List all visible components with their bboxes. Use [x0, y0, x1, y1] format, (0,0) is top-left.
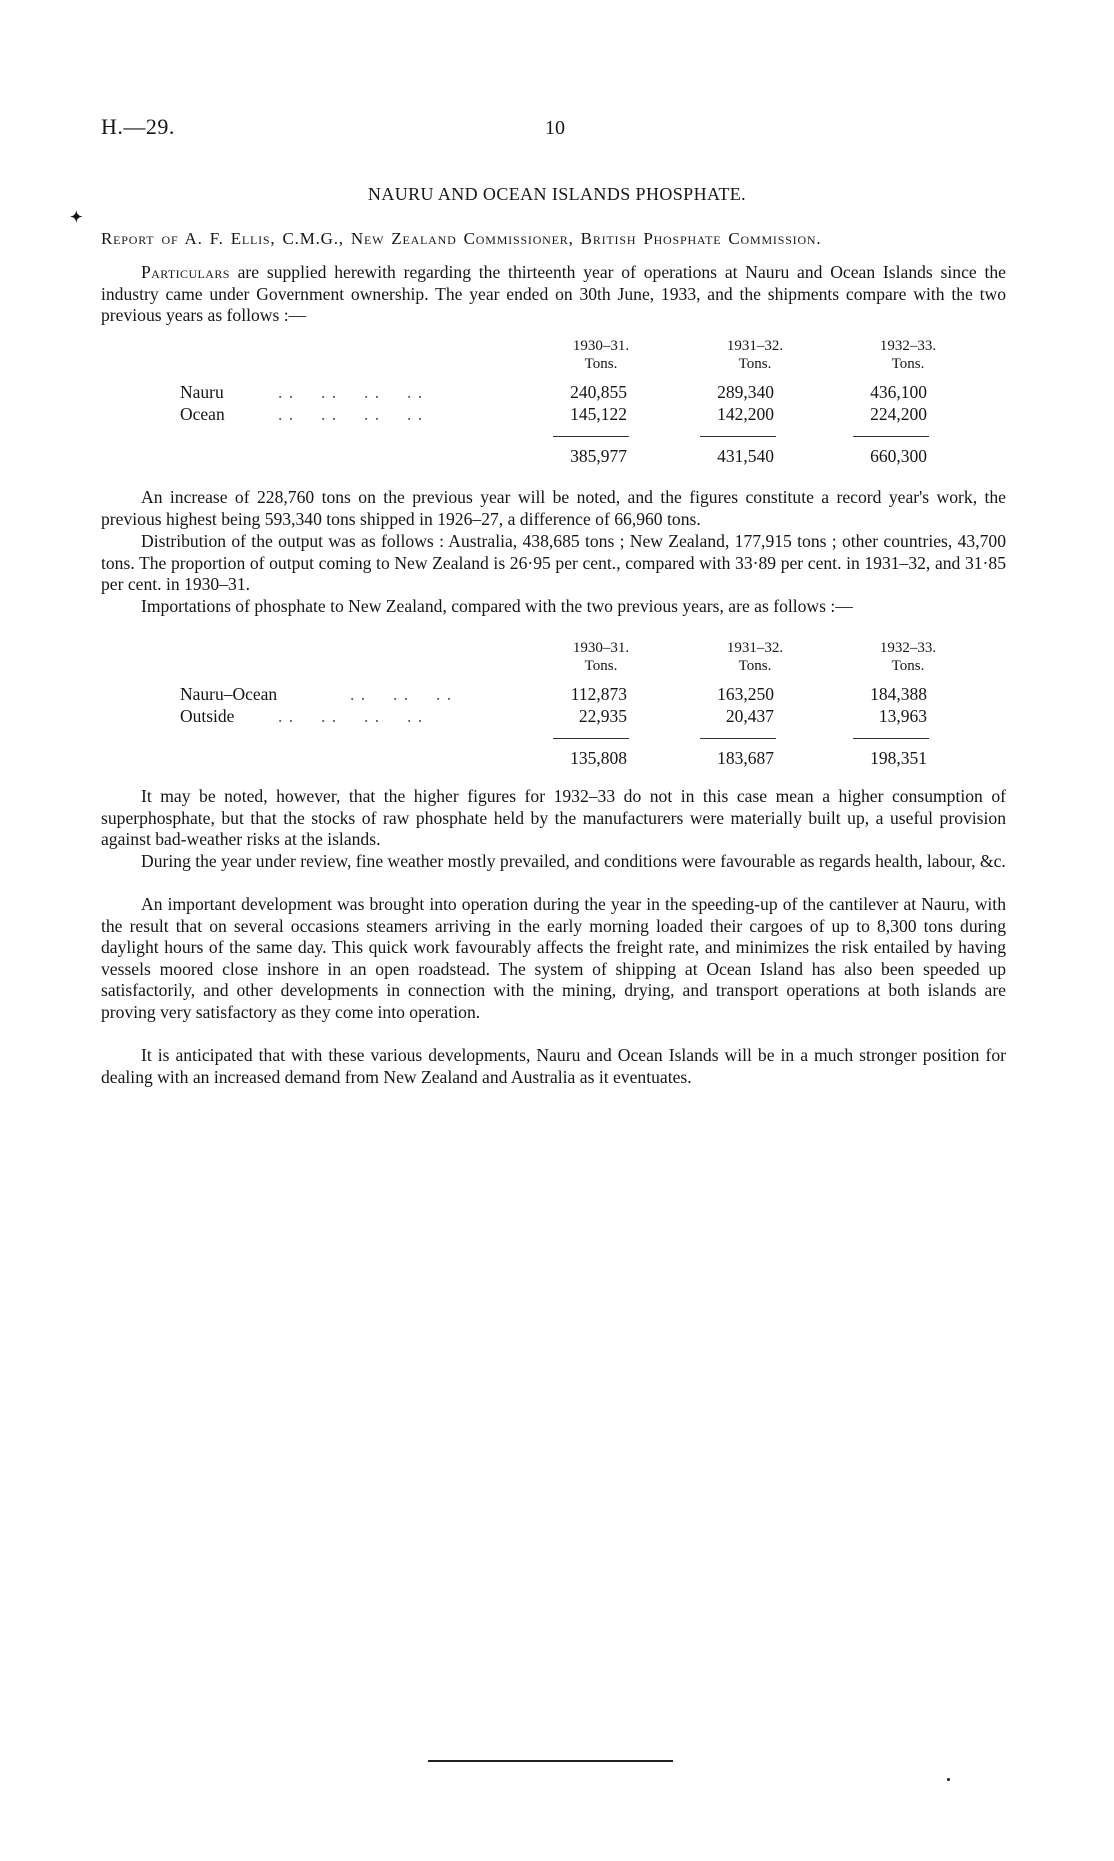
intro-paragraph — [101, 262, 1006, 327]
column-header-year: 1930–31. — [572, 640, 630, 656]
column-header-year: 1932–33. — [879, 640, 937, 656]
sum-rule — [700, 738, 776, 739]
table-total: 385,977 — [570, 446, 627, 466]
table-cell: 184,388 — [870, 684, 927, 704]
table-cell: 163,250 — [717, 684, 774, 704]
paragraph: An important development was brought into operation during the year in the speeding-up of the cantilever at Nauru, with the result that on several occasions steamers arriving in the early morning loaded their cargoes of up to 8,300 tons during daylight hours of the same day. This quick work favourably affects the freight rate, and minimizes the risk entailed by having vessels moored close inshore in an open roadstead. The system of shipping at Ocean Island has also been speeded up satisfactorily, and other developments in connection with the mining, drying, and transport operations at both islands are proving very satisfactory as they come into operation. — [101, 894, 1006, 1022]
table-total: 135,808 — [570, 748, 627, 768]
table-cell: 142,200 — [717, 404, 774, 424]
table-cell: 145,122 — [570, 404, 627, 424]
table-total: 198,351 — [870, 748, 927, 768]
dot-leader: . . . . . . . . — [278, 382, 424, 402]
column-header-year: 1930–31. — [572, 338, 630, 354]
column-header-unit: Tons. — [584, 658, 618, 674]
table-total: 431,540 — [717, 446, 774, 466]
column-header-unit: Tons. — [738, 356, 772, 372]
table-cell: 436,100 — [870, 382, 927, 402]
sum-rule — [553, 738, 629, 739]
intro-text: are supplied herewith regarding the thirteenth year of operations at Nauru and Ocean Islands since the industry came under Government ownership. The year ended on 30th June, 1933, and the shipments compare with the two previous years as follows :— — [101, 262, 1006, 326]
table-row-label: Ocean — [180, 404, 225, 424]
column-header-year: 1931–32. — [726, 640, 784, 656]
table-row-label: Nauru — [180, 382, 224, 402]
paragraph: It may be noted, however, that the higher figures for 1932–33 do not in this case mean a higher consumption of superphosphate, but that the stocks of raw phosphate held by the manufacturers were materially built up, a useful provision against bad-weather risks at the islands. — [101, 786, 1006, 850]
dot-leader: . . . . . . . . — [278, 706, 424, 726]
column-header-unit: Tons. — [891, 356, 925, 372]
sum-rule — [853, 738, 929, 739]
closing-rule — [428, 1760, 673, 1762]
page-title: NAURU AND OCEAN ISLANDS PHOSPHATE. — [367, 184, 747, 204]
paragraph: Importations of phosphate to New Zealand, compared with the two previous years, are as follows :— — [141, 596, 853, 616]
column-header-unit: Tons. — [891, 658, 925, 674]
column-header-year: 1931–32. — [726, 338, 784, 354]
sum-rule — [553, 436, 629, 437]
table-cell: 240,855 — [570, 382, 627, 402]
paragraph: During the year under review, fine weather mostly prevailed, and conditions were favourable as regards health, labour, &c. — [141, 851, 1006, 871]
table-cell: 13,963 — [878, 706, 927, 726]
table-cell: 289,340 — [717, 382, 774, 402]
paragraph: Distribution of the output was as follows : Australia, 438,685 tons ; New Zealand, 177,915 tons ; other countries, 43,700 tons. The proportion of output coming to New Zealand is 26·95 per cent., compared with 33·89 per cent. in 1931–32, and 31·85 per cent. in 1930–31. — [101, 531, 1006, 595]
dot-leader: . . . . . . . . — [278, 404, 424, 424]
table-cell: 112,873 — [570, 684, 627, 704]
intro-lead: Particulars — [141, 262, 230, 282]
sum-rule — [853, 436, 929, 437]
column-header-year: 1932–33. — [879, 338, 937, 354]
table-cell: 20,437 — [725, 706, 774, 726]
table-total: 660,300 — [870, 446, 927, 466]
margin-mark: ✦ — [70, 210, 83, 226]
table-cell: 224,200 — [870, 404, 927, 424]
document-reference: H.—29. — [101, 114, 175, 139]
table-row-label: Nauru–Ocean — [180, 684, 278, 704]
stray-mark — [947, 1778, 950, 1781]
paragraph: It is anticipated that with these various developments, Nauru and Ocean Islands will be in a much stronger position for dealing with an increased demand from New Zealand and Australia as it eventuates. — [101, 1045, 1006, 1087]
sum-rule — [700, 436, 776, 437]
paragraph: An increase of 228,760 tons on the previous year will be noted, and the figures constitute a record year's work, the previous highest being 593,340 tons shipped in 1926–27, a difference of 66,960 tons. — [101, 487, 1006, 529]
table-cell: 22,935 — [578, 706, 627, 726]
table-total: 183,687 — [717, 748, 774, 768]
report-subtitle: Report of A. F. Ellis, C.M.G., New Zealand Commissioner, British Phosphate Commission. — [101, 229, 822, 248]
dot-leader: . . . . . . — [350, 684, 453, 704]
page-number: 10 — [545, 117, 565, 139]
column-header-unit: Tons. — [738, 658, 772, 674]
table-row-label: Outside — [180, 706, 235, 726]
column-header-unit: Tons. — [584, 356, 618, 372]
